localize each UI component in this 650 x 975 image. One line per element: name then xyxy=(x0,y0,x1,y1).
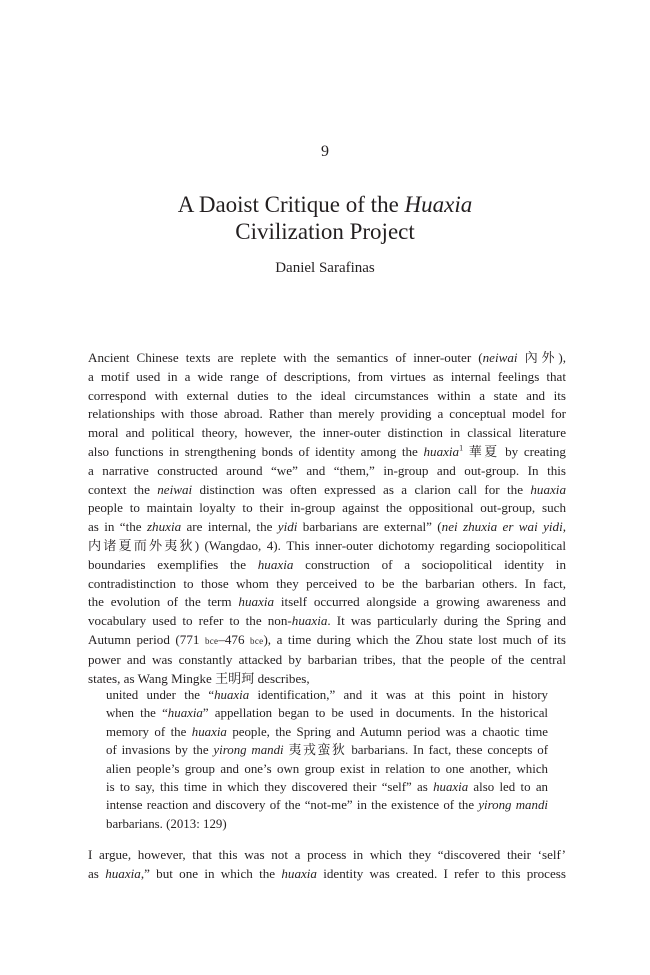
quote-line: when the “huaxia” appellation began to be used in documents. In the historical xyxy=(106,706,549,721)
text-line: people to maintain loyalty to their in-group against the oppositional out-group, such xyxy=(88,500,566,516)
text-line: as huaxia,” but one in which the huaxia identity was created. I refer to this process xyxy=(88,865,566,881)
chapter-title-line-1 xyxy=(60,191,590,218)
text-line: context the neiwai distinction was often expressed as a clarion call for the huaxia xyxy=(88,481,566,497)
text-line: 内诸夏而外夷狄) (Wangdao, 4). This inner-outer dichotomy regarding sociopolitical xyxy=(88,537,566,553)
text-line: relationships with those abroad. Rather than merely providing a conceptual model for xyxy=(88,406,566,422)
text-line: as in “the zhuxia are internal, the yidi barbarians are external” (nei zhuxia er wai yidi, xyxy=(88,519,566,535)
chapter-title-line-2: Civilization Project xyxy=(235,219,415,244)
text-line: power and was constantly attacked by barbarian tribes, that the people of the central xyxy=(88,651,566,667)
text-line: vocabulary used to refer to the non-huaxia. It was particularly during the Spring and xyxy=(88,613,566,629)
footnote-marker: 1 xyxy=(459,443,464,453)
text-line: also functions in strengthening bonds of identity among the huaxia$^1$ 華夏 by creating xyxy=(88,443,566,459)
chapter-title-text: A Daoist Critique of the xyxy=(177,192,405,217)
text-line: correspond with external duties to the ideal circumstances within a state and its xyxy=(88,387,566,403)
text-line: boundaries exemplifies the huaxia construction of a sociopolitical identity in xyxy=(88,556,566,572)
chapter-title xyxy=(60,191,590,245)
block-quote xyxy=(106,686,548,833)
body-paragraph-continued xyxy=(88,846,566,884)
quote-line: of invasions by the yirong mandi 夷戎蛮狄 barbarians. In fact, these concepts of xyxy=(106,743,548,758)
text-line: a motif used in a wide range of descriptions, from virtues as internal feelings that xyxy=(88,368,566,384)
quote-line: barbarians. (2013: 129) xyxy=(106,816,227,831)
chapter-title-italic: Huaxia xyxy=(404,192,473,217)
author-name: Daniel Sarafinas xyxy=(275,260,375,276)
quote-line: united under the “huaxia identification,” and it was at this point in history xyxy=(106,688,548,702)
text-line: states, as Wang Mingke 王明珂 describes, xyxy=(88,670,310,686)
text-line: contradistinction to those whom they perceived to be the barbarian others. In fact, xyxy=(88,575,566,591)
quote-line: memory of the huaxia people, the Spring and Autumn period was a chaotic time xyxy=(106,724,548,739)
quote-line: alien people’s group and one’s own group exist in relation to one another, which xyxy=(106,761,548,776)
body-paragraph xyxy=(88,349,566,688)
text-line: a narrative constructed around “we” and “them,” in-group and out-group. In this xyxy=(88,462,566,478)
text-line: Autumn period (771 bce–476 bce), a time during which the Zhou state lost much of its xyxy=(88,631,566,647)
quote-line: is to say, this time in which they discovered their “self” as huaxia also led to an xyxy=(106,780,548,795)
quote-line: intense reaction and discovery of the “not-me” in the existence of the yirong mandi xyxy=(106,798,548,813)
text-line: the evolution of the term huaxia itself occurred alongside a growing awareness and xyxy=(88,594,566,610)
text-line: I argue, however, that this was not a process in which they “discovered their ‘self’ xyxy=(88,847,566,862)
text-line: moral and political theory, however, the inner-outer distinction in classical literature xyxy=(88,425,566,441)
text-line: Ancient Chinese texts are replete with the semantics of inner-outer (neiwai 內外), xyxy=(88,350,566,365)
chapter-number: 9 xyxy=(321,143,329,160)
